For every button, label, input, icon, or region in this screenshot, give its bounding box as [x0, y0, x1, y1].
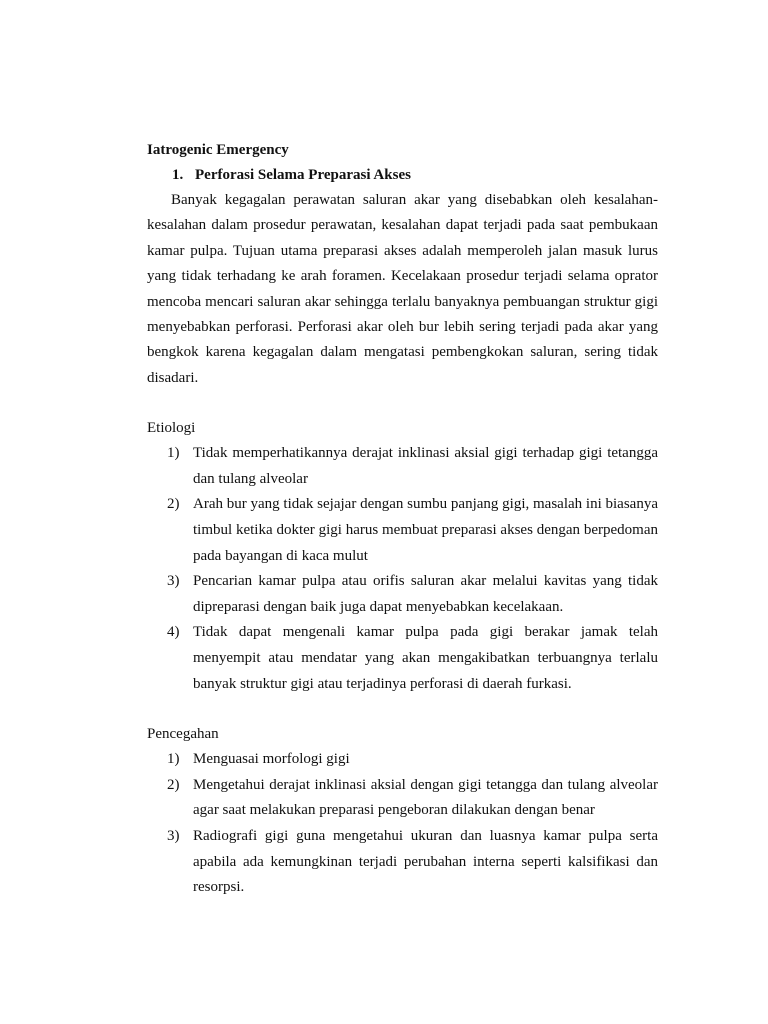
spacer: [147, 391, 658, 416]
list-item-text: Mengetahui derajat inklinasi aksial dengan gigi tetangga dan tulang alveolar agar saat melakukan preparasi pengeboran dilakukan dengan benar: [193, 776, 658, 819]
list-marker: 1): [167, 445, 180, 462]
list-item-text: Menguasai morfologi gigi: [193, 751, 350, 768]
list-marker: 2): [167, 776, 180, 793]
etiologi-list: [147, 441, 658, 697]
section-number: 1.: [172, 167, 184, 183]
list-item: [147, 747, 658, 773]
etiologi-label: Etiologi: [147, 420, 196, 437]
list-marker: 1): [167, 751, 180, 768]
document-body: [147, 138, 658, 901]
list-marker: 3): [167, 573, 180, 590]
list-item: [147, 824, 658, 901]
list-item: [147, 441, 658, 492]
section-paragraph: Banyak kegagalan perawatan saluran akar yang disebabkan oleh kesalahan-kesalahan dalam prosedur perawatan, kesalahan dapat terjadi pada saat pembukaan kamar pulpa. Tujuan utama preparasi akses adalah memperoleh jalan masuk lurus yang tidak terhadang ke arah foramen. Kecelakaan prosedur terjadi selama oprator mencoba mencari saluran akar sehingga terlalu banyaknya pembuangan struktur gigi menyebabkan perforasi. Perforasi akar oleh bur lebih sering terjadi pada akar yang bengkok karena kegagalan dalam mengatasi pembengkokan saluran, sering tidak disadari.: [147, 192, 658, 386]
list-item: [147, 492, 658, 569]
list-item-text: Pencarian kamar pulpa atau orifis saluran akar melalui kavitas yang tidak dipreparasi dengan baik juga dapat menyebabkan kecelakaan.: [193, 573, 658, 615]
section-heading: [147, 163, 658, 188]
list-item-text: Tidak dapat mengenali kamar pulpa pada gigi berakar jamak telah menyempit atau mendatar yang akan mengakibatkan terbuangnya terlalu banyak struktur gigi atau terjadinya perforasi di daerah furkasi.: [193, 624, 658, 692]
list-item: [147, 620, 658, 697]
list-item: [147, 569, 658, 620]
list-marker: 4): [167, 624, 180, 641]
pencegahan-list: [147, 747, 658, 901]
list-item-text: Tidak memperhatikannya derajat inklinasi aksial gigi terhadap gigi tetangga dan tulang alveolar: [193, 445, 658, 487]
list-marker: 3): [167, 827, 180, 844]
section-title: Perforasi Selama Preparasi Akses: [195, 167, 411, 183]
list-item: [147, 773, 658, 824]
list-marker: 2): [167, 496, 180, 513]
spacer: [147, 697, 658, 722]
pencegahan-label: Pencegahan: [147, 726, 219, 743]
list-item-text: Arah bur yang tidak sejajar dengan sumbu panjang gigi, masalah ini biasanya timbul ketika dokter gigi harus membuat preparasi akses dengan berpedoman pada bayangan di kaca mulut: [193, 496, 658, 564]
list-item-text: Radiografi gigi guna mengetahui ukuran dan luasnya kamar pulpa serta apabila ada kemungkinan terjadi perubahan interna seperti kalsifikasi dan resorpsi.: [193, 827, 658, 896]
document-title: Iatrogenic Emergency: [147, 142, 289, 158]
